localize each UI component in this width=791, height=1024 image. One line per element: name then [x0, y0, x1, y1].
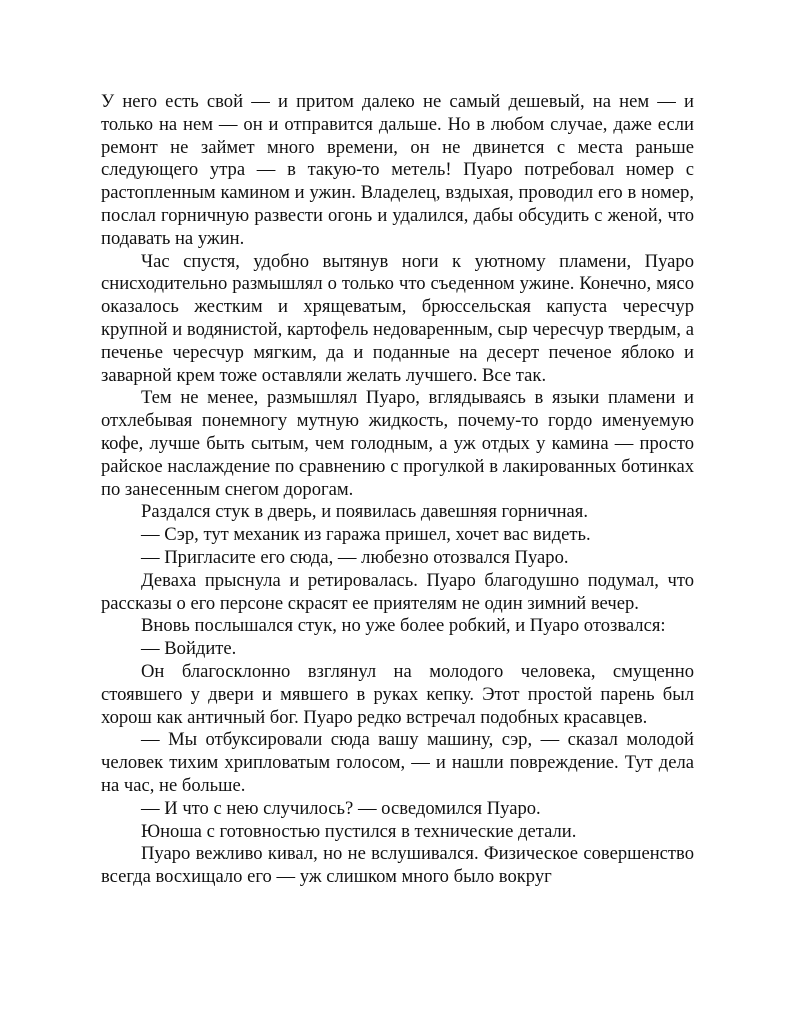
paragraph-3: Тем не менее, размышлял Пуаро, вглядываясь в языки пламени и отхлебывая понемногу мутную жидкость, почему-то гордо именуемую кофе, лучше быть сытым, чем голодным, а уж отдых у камина — просто райское наслаждение по сравнению с прогулкой в лакированных ботинках по занесенным снегом дорогам. [101, 387, 694, 500]
paragraph-7: Деваха прыснула и ретировалась. Пуаро благодушно подумал, что рассказы о его персоне скрасят ее приятелям не один зимний вечер. [101, 569, 694, 614]
paragraph-4: Раздался стук в дверь, и появилась давешняя горничная. [141, 501, 588, 523]
paragraph-13: Юноша с готовностью пустился в технические детали. [141, 820, 577, 842]
paragraph-6: — Пригласите его сюда, — любезно отозвался Пуаро. [141, 546, 569, 568]
paragraph-9: — Войдите. [141, 638, 237, 660]
paragraph-5: — Сэр, тут механик из гаража пришел, хочет вас видеть. [141, 524, 591, 546]
paragraph-14: Пуаро вежливо кивал, но не вслушивался. Физическое совершенство всегда восхищало его — уж слишком много было вокруг [101, 843, 694, 888]
paragraph-11: — Мы отбуксировали сюда вашу машину, сэр, — сказал молодой человек тихим хрипловатым голосом, — и нашли повреждение. Тут дела на час, не больше. [101, 729, 694, 796]
paragraph-8: Вновь послышался стук, но уже более робкий, и Пуаро отозвался: [141, 615, 666, 637]
paragraph-12: — И что с нею случилось? — осведомился Пуаро. [141, 797, 541, 819]
paragraph-2: Час спустя, удобно вытянув ноги к уютному пламени, Пуаро снисходительно размышлял о только что съеденном ужине. Конечно, мясо оказалось жестким и хрящеватым, брюссельская капуста чересчур крупной и водянистой, картофель недоваренным, сыр чересчур твердым, а печенье чересчур мягким, да и поданные на десерт печеное яблоко и заварной крем тоже оставляли желать лучшего. Все так. [101, 250, 694, 386]
paragraph-1: У него есть свой — и притом далеко не самый дешевый, на нем — и только на нем — он и отправится дальше. Но в любом случае, даже если ремонт не займет много времени, он не двинется с места раньше следующего утра — в такую-то метель! Пуаро потребовал номер с растопленным камином и ужин. Владелец, вздыхая, проводил его в номер, послал горничную развести огонь и удалился, дабы обсудить с женой, что подавать на ужин. [101, 91, 694, 249]
paragraph-10: Он благосклонно взглянул на молодого человека, смущенно стоявшего у двери и мявшего в руках кепку. Этот простой парень был хорош как античный бог. Пуаро редко встречал подобных красавцев. [101, 660, 694, 728]
document-body [101, 91, 694, 889]
